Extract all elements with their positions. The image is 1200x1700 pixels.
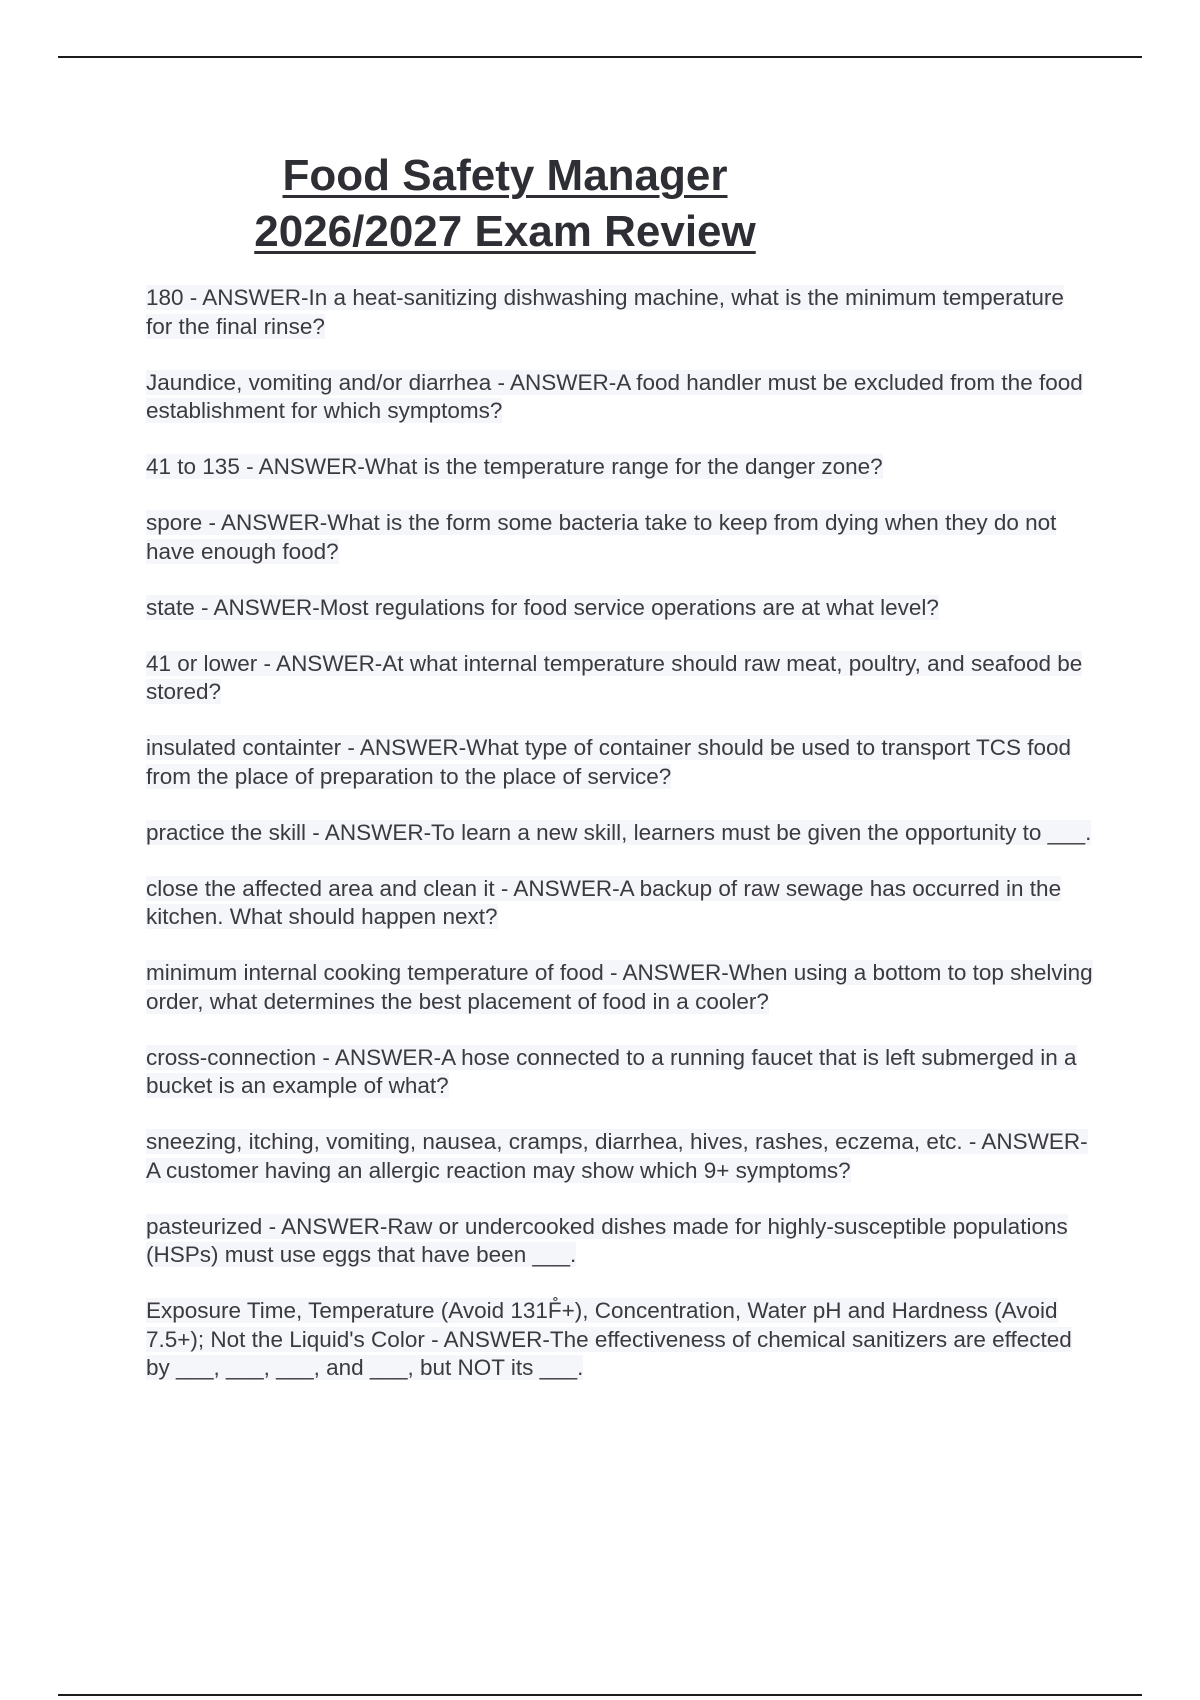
qa-text: sneezing, itching, vomiting, nausea, cramps, diarrhea, hives, rashes, eczema, etc. - ANSWER-A customer having an allergic reaction may show which 9+ symptoms? xyxy=(146,1129,1088,1183)
qa-item-1 xyxy=(146,284,1096,341)
qa-item-6 xyxy=(146,650,1096,707)
qa-item-9 xyxy=(146,875,1096,932)
page-title xyxy=(60,148,950,260)
qa-list xyxy=(146,284,1096,1410)
qa-text: practice the skill - ANSWER-To learn a new skill, learners must be given the opportunity to ___. xyxy=(146,819,1092,845)
qa-text: insulated containter - ANSWER-What type of container should be used to transport TCS food from the place of preparation to the place of service? xyxy=(146,735,1072,789)
title-line-1: Food Safety Manager xyxy=(282,151,728,200)
qa-item-2 xyxy=(146,369,1096,426)
qa-item-8 xyxy=(146,819,1096,848)
qa-text: state - ANSWER-Most regulations for food service operations are at what level? xyxy=(146,594,939,620)
qa-text: cross-connection - ANSWER-A hose connected to a running faucet that is left submerged in a bucket is an example of what? xyxy=(146,1044,1077,1098)
qa-text: pasteurized - ANSWER-Raw or undercooked dishes made for highly-susceptible populations (HSPs) must use eggs that have been ___. xyxy=(146,1213,1068,1267)
qa-text: minimum internal cooking temperature of food - ANSWER-When using a bottom to top shelving order, what determines the best placement of food in a cooler? xyxy=(146,960,1093,1014)
qa-item-7 xyxy=(146,734,1096,791)
qa-item-3 xyxy=(146,453,1096,482)
top-divider xyxy=(58,56,1142,58)
qa-item-14 xyxy=(146,1297,1096,1383)
qa-item-5 xyxy=(146,594,1096,623)
qa-text: 41 or lower - ANSWER-At what internal temperature should raw meat, poultry, and seafood be stored? xyxy=(146,650,1083,704)
qa-text: Jaundice, vomiting and/or diarrhea - ANSWER-A food handler must be excluded from the food establishment for which symptoms? xyxy=(146,369,1083,423)
qa-item-12 xyxy=(146,1128,1096,1185)
qa-text: 180 - ANSWER-In a heat-sanitizing dishwashing machine, what is the minimum temperature for the final rinse? xyxy=(146,285,1064,339)
qa-item-13 xyxy=(146,1213,1096,1270)
qa-item-10 xyxy=(146,959,1096,1016)
qa-item-11 xyxy=(146,1044,1096,1101)
qa-text: spore - ANSWER-What is the form some bacteria take to keep from dying when they do not have enough food? xyxy=(146,510,1057,564)
qa-item-4 xyxy=(146,509,1096,566)
qa-text: 41 to 135 - ANSWER-What is the temperature range for the danger zone? xyxy=(146,454,883,479)
bottom-divider xyxy=(58,1694,1142,1696)
title-line-2: 2026/2027 Exam Review xyxy=(254,207,756,256)
qa-text: Exposure Time, Temperature (Avoid 131F̊+), Concentration, Water pH and Hardness (Avoid 7.5+); Not the Liquid's Color - ANSWER-The effectiveness of chemical sanitizers are effected by ___, ___, ___, and ___, but NOT its ___. xyxy=(146,1298,1072,1380)
qa-text: close the affected area and clean it - ANSWER-A backup of raw sewage has occurred in the kitchen. What should happen next? xyxy=(146,875,1062,929)
